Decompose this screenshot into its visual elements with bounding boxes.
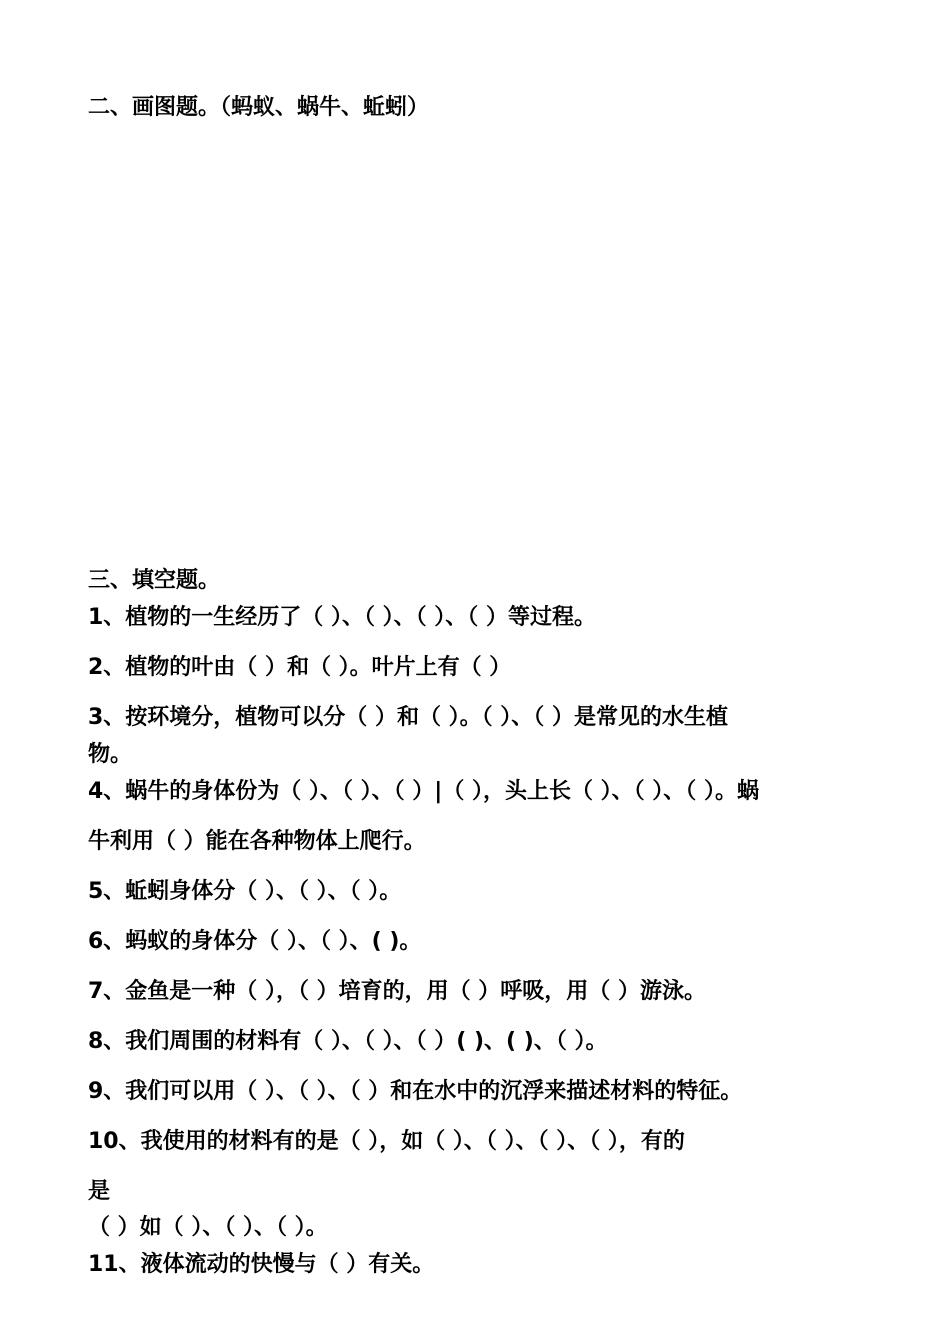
question-line-3: 3、按环境分，植物可以分（ ）和（ ）。（ ）、（ ）是常见的水生植 [88, 705, 728, 730]
question-line-4-cont: 牛利用（ ）能在各种物体上爬行。 [88, 829, 426, 854]
question-line-2: 2、植物的叶由（ ）和（ ）。叶片上有（ ） [88, 655, 512, 680]
question-line-10-cont2: （ ）如（ ）、（ ）、（ ）。 [88, 1215, 328, 1240]
question-line-5: 5、蚯蚓身体分（ ）、（ ）、（ ）。 [88, 879, 402, 904]
question-line-9: 9、我们可以用（ ）、（ ）、（ ）和在水中的沉浮来描述材料的特征。 [88, 1079, 743, 1104]
section2-heading: 二、画图题。（蚂蚁、蜗牛、蚯蚓） [88, 95, 430, 120]
question-line-10-cont: 是 [88, 1179, 111, 1204]
section3-heading: 三、填空题。 [88, 568, 221, 593]
question-line-7: 7、金鱼是一种（ ），（ ）培育的，用（ ）呼吸，用（ ）游泳。 [88, 979, 706, 1004]
question-line-6: 6、蚂蚁的身体分（ ）、（ ）、( )。 [88, 929, 422, 954]
question-line-11: 11、液体流动的快慢与（ ）有关。 [88, 1252, 435, 1277]
drawing-area [88, 140, 868, 560]
question-line-10: 10、我使用的材料有的是（ ），如（ ）、（ ）、（ ）、（ ），有的 [88, 1129, 685, 1154]
question-line-1: 1、植物的一生经历了（ ）、（ ）、（ ）、（ ）等过程。 [88, 605, 596, 630]
question-line-3-cont: 物。 [88, 742, 133, 767]
question-line-4: 4、蜗牛的身体份为（ ）、（ ）、（ ）|（ ），头上长（ ）、（ ）、（ ）。蜗 [88, 779, 759, 804]
question-line-8: 8、我们周围的材料有（ ）、（ ）、（ ）( )、( )、（ ）。 [88, 1029, 608, 1054]
